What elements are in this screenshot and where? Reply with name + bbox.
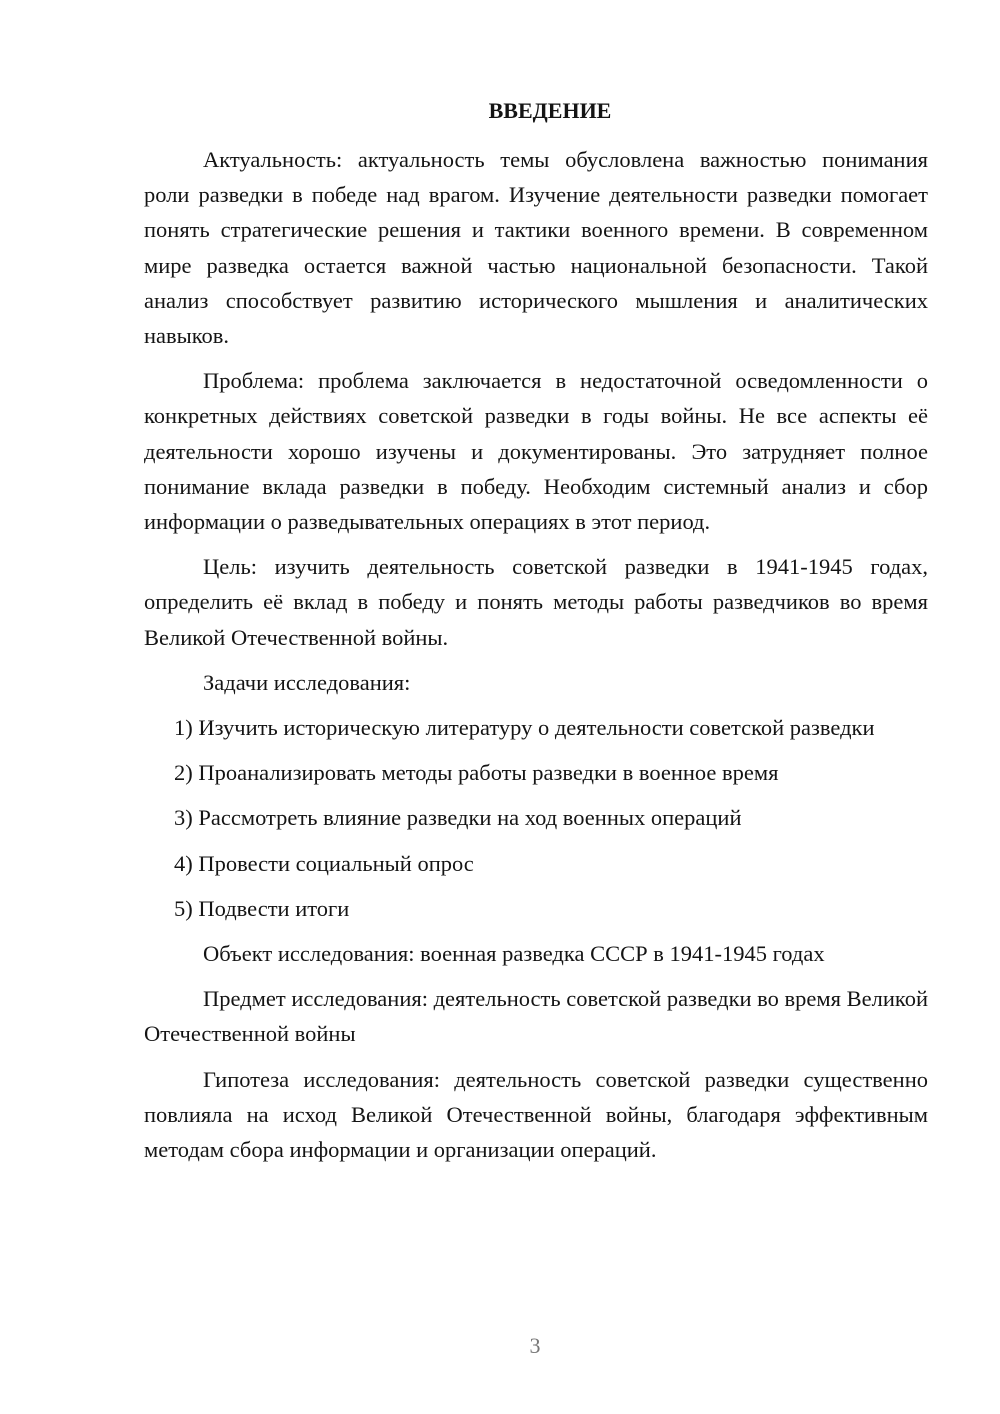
page-number: 3 xyxy=(529,1333,541,1358)
task-item: 5) Подвести итоги xyxy=(174,895,350,921)
task-item: 1) Изучить историческую литературу о деятельности советской разведки xyxy=(174,715,875,741)
task-item: 2) Проанализировать методы работы разведки в военное время xyxy=(174,760,779,786)
task-item: 3) Рассмотреть влияние разведки на ход военных операций xyxy=(174,805,742,831)
paragraph-problem: Проблема: проблема заключается в недостаточной осведомленности о конкретных действиях советской разведки в годы войны. Не все аспекты её деятельности хорошо изучены и документированы. Это затрудняет полное понимание вклада разведки в победу. Необходим системный анализ и сбор информации о разведывательных операциях в этот период. xyxy=(144,368,928,535)
paragraph-tasks-heading: Задачи исследования: xyxy=(203,669,411,695)
paragraph-subject: Предмет исследования: деятельность советской разведки во время Великой Отечественной войны xyxy=(144,986,928,1047)
task-item: 4) Провести социальный опрос xyxy=(174,850,474,876)
paragraph-relevance: Актуальность: актуальность темы обусловлена важностью понимания роли разведки в победе над врагом. Изучение деятельности разведки помогает понять стратегические решения и тактики военного времени. В современном мире разведка остается важной частью национальной безопасности. Такой анализ способствует развитию исторического мышления и аналитических навыков. xyxy=(144,147,928,349)
document-page xyxy=(144,94,928,1177)
paragraph-object: Объект исследования: военная разведка СССР в 1941-1945 годах xyxy=(203,941,825,967)
page-title: ВВЕДЕНИЕ xyxy=(488,98,612,123)
paragraph-hypothesis: Гипотеза исследования: деятельность советской разведки существенно повлияла на исход Великой Отечественной войны, благодаря эффективным методам сбора информации и организации операций. xyxy=(144,1066,928,1163)
paragraph-goal: Цель: изучить деятельность советской разведки в 1941-1945 годах, определить её вклад в победу и понять методы работы разведчиков во время Великой Отечественной войны. xyxy=(144,554,928,650)
task-list xyxy=(144,710,928,926)
